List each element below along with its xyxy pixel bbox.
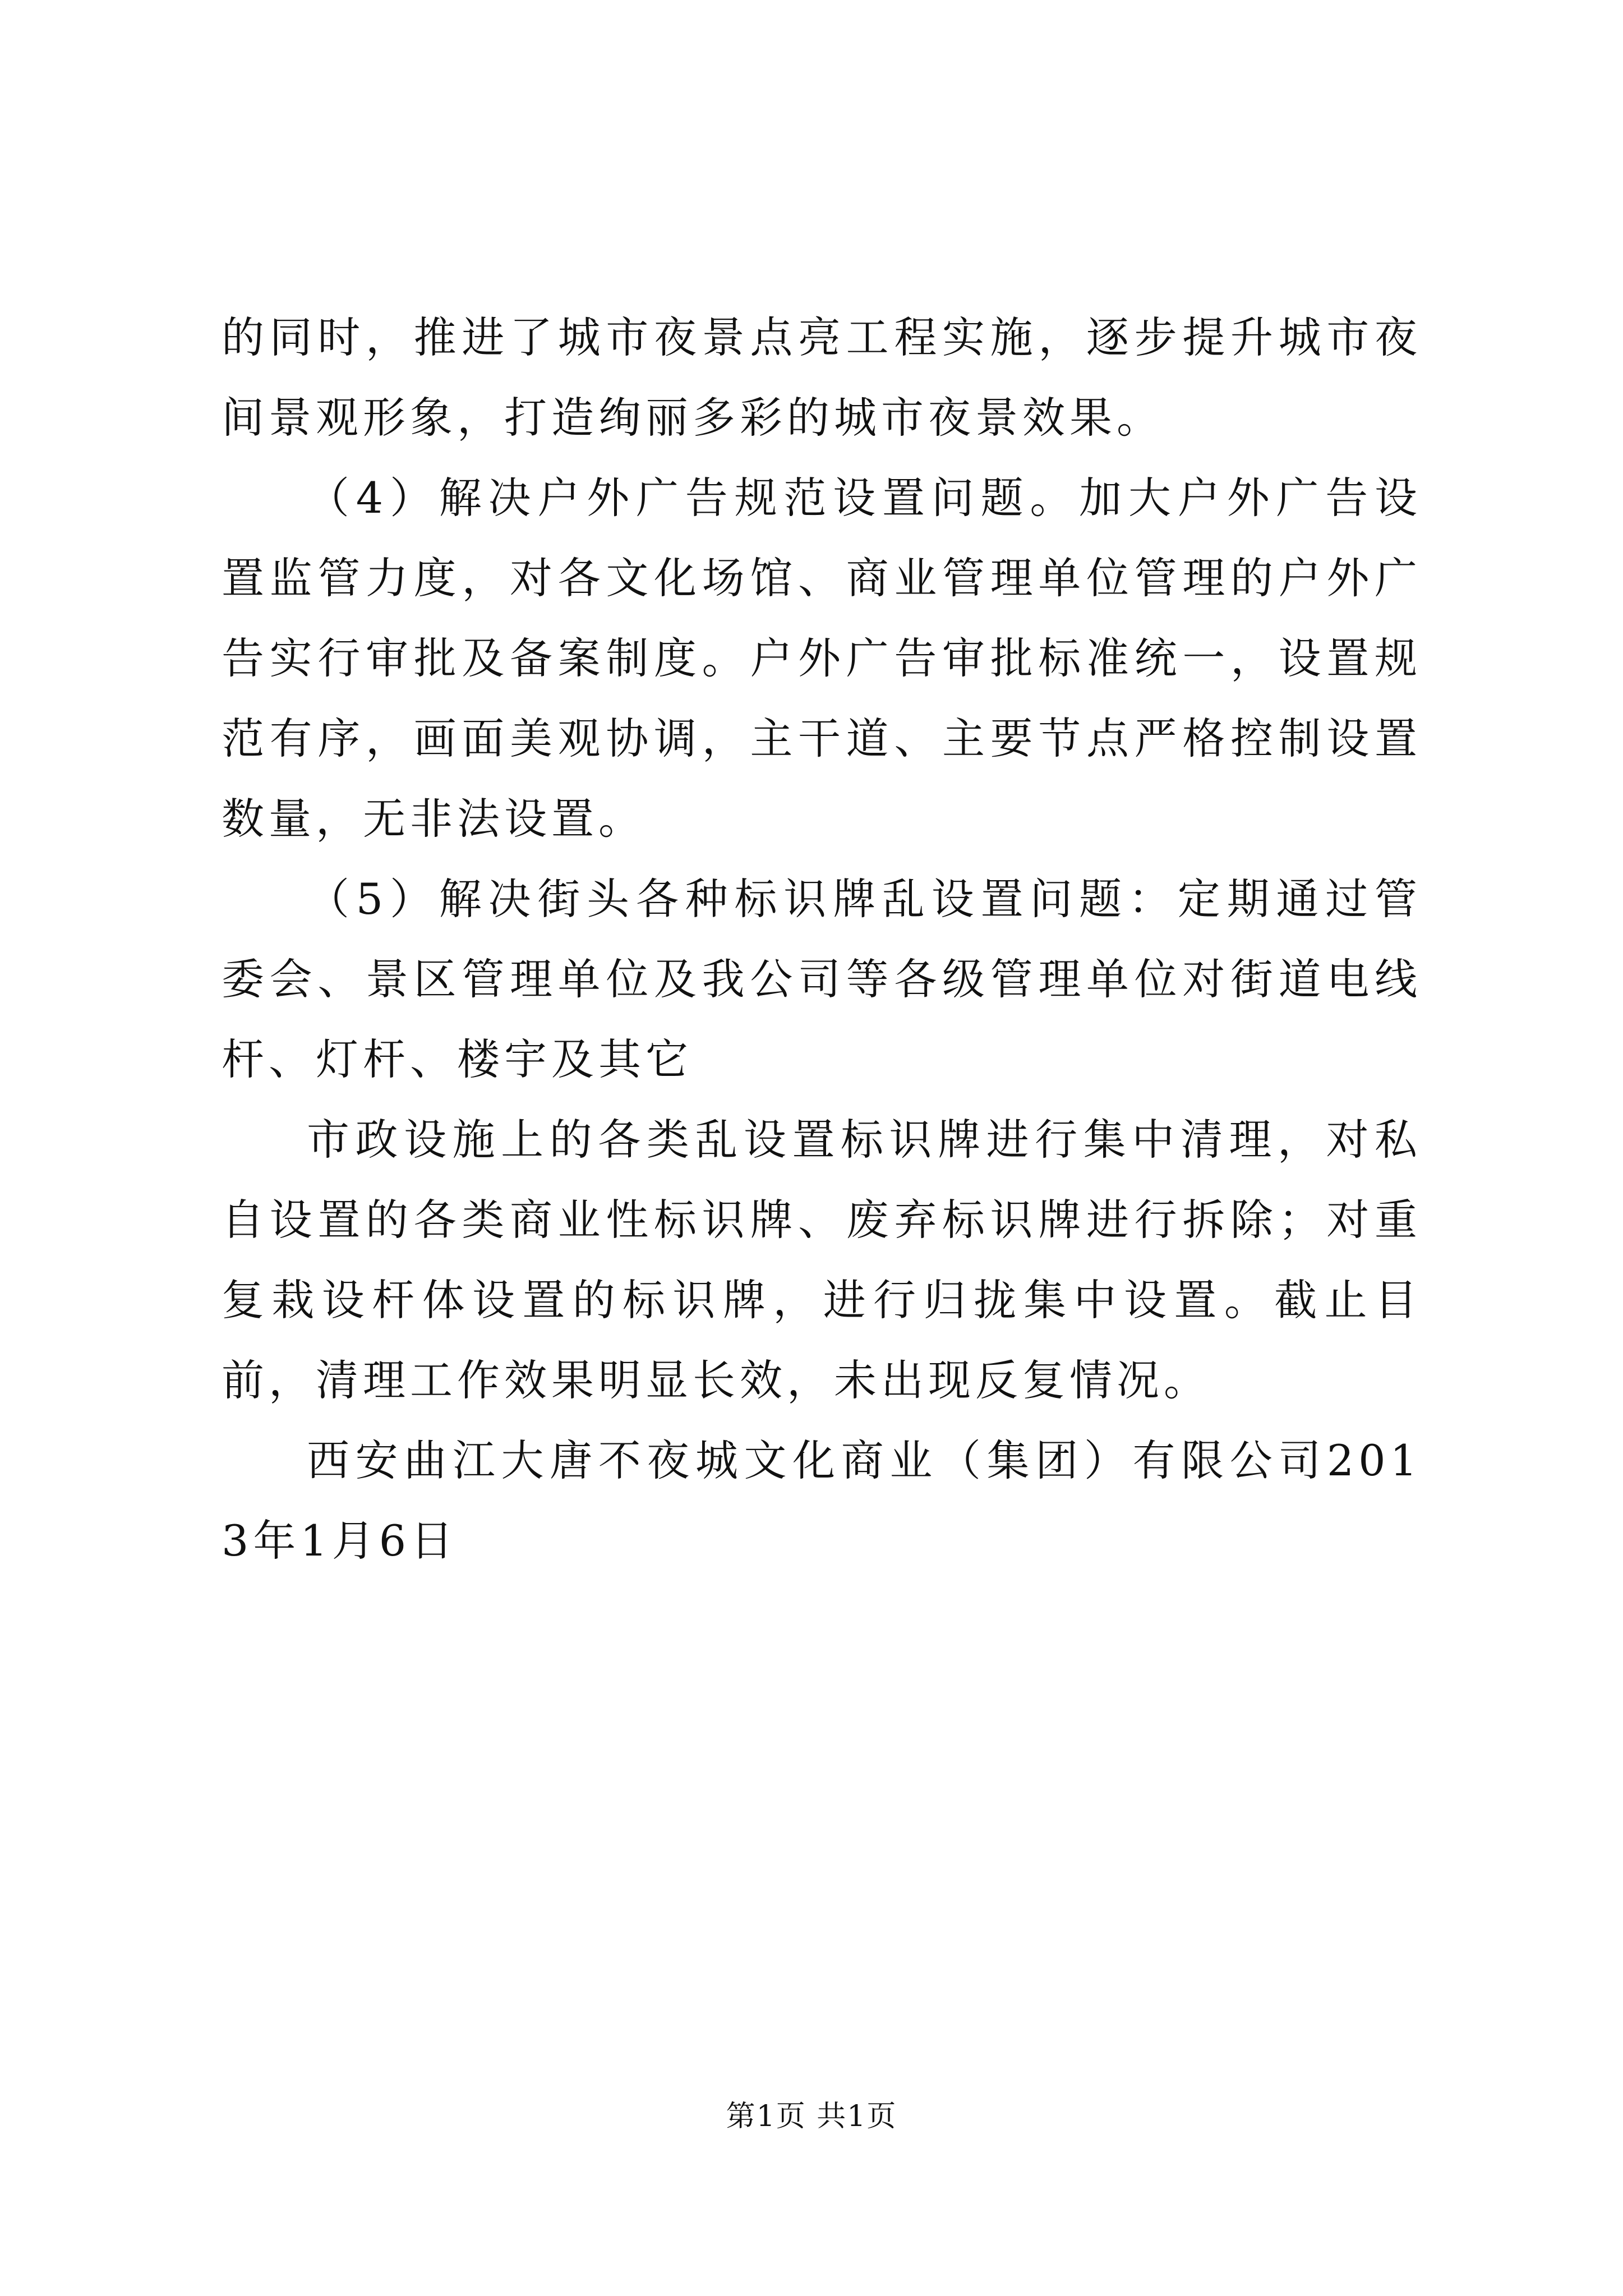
paragraph-outdoor-advertising: （4）解决户外广告规范设置问题。加大户外广告设置监管力度，对各文化场馆、商业管理单位管理的户外广告实行审批及备案制度。户外广告审批标准统一，设置规范有序，画面美观协调，主干道、主要节点严格控制设置数量，无非法设置。 [222, 473, 1422, 844]
paragraph-municipal-cleanup: 市政设施上的各类乱设置标识牌进行集中清理，对私自设置的各类商业性标识牌、废弃标识牌进行拆除；对重复栽设杆体设置的标识牌，进行归拢集中设置。截止目前，清理工作效果明显长效，未出现反复情况。 [222, 1115, 1422, 1405]
document-body [222, 297, 1422, 1581]
paragraph-continuation: 的同时，推进了城市夜景点亮工程实施，逐步提升城市夜间景观形象，打造绚丽多彩的城市夜景效果。 [222, 312, 1422, 443]
paragraph-signature-date: 西安曲江大唐不夜城文化商业（集团）有限公司2013年1月6日 [222, 1435, 1422, 1566]
page-footer: 第1页 共1页 [726, 2100, 897, 2133]
paragraph-street-signs: （5）解决街头各种标识牌乱设置问题：定期通过管委会、景区管理单位及我公司等各级管理单位对街道电线杆、灯杆、楼宇及其它 [222, 874, 1422, 1084]
